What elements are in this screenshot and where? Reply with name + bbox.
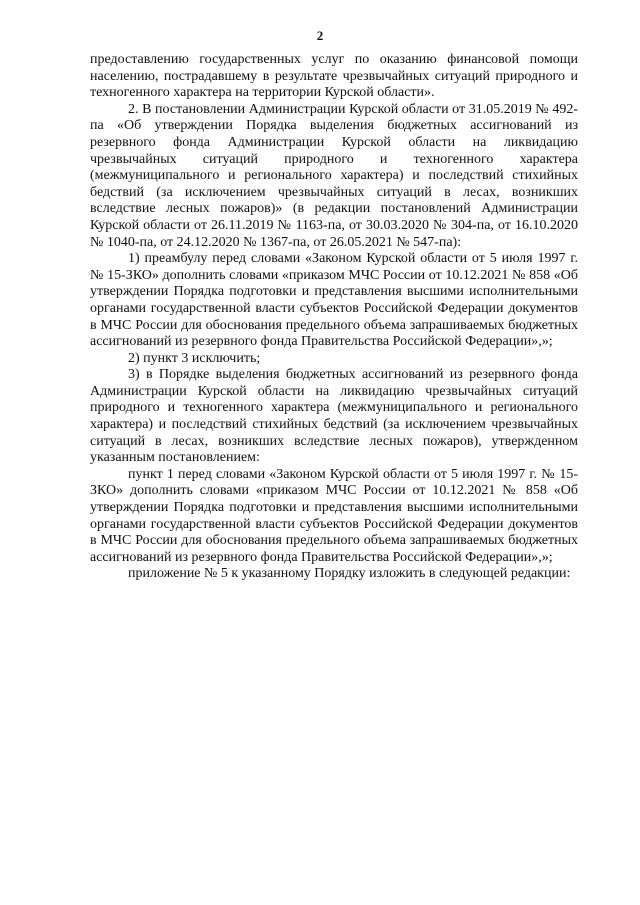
paragraph-clause-1: пункт 1 перед словами «Законом Курской области от 5 июля 1997 г. № 15-ЗКО» дополнить словами «приказом МЧС России от 10.12.2021 № 858 «Об утверждении Порядка подготовки и представления высшими исполнительными органами государственной власти субъектов Российской Федерации документов в МЧС России для обоснования предельного объема запрашиваемых бюджетных ассигнований из резервного фонда Правительства Российской Федерации»,»; [90, 466, 578, 565]
page-number: 2 [316, 28, 324, 43]
paragraph-item-2: 2. В постановлении Администрации Курской области от 31.05.2019 № 492-па «Об утверждении Порядка выделения бюджетных ассигнований из резервного фонда Администрации Курской области на ликвидацию чрезвычайных ситуаций природного и техногенного характера (межмуниципального и регионального характера) и последствий стихийных бедствий (за исключением чрезвычайных ситуаций в лесах, возникших вследствие лесных пожаров)» (в редакции постановлений Администрации Курской области от 26.11.2019 № 1163-па, от 30.03.2020 № 304-па, от 16.10.2020 № 1040-па, от 24.12.2020 № 1367-па, от 26.05.2021 № 547-па): [90, 101, 578, 250]
paragraph-subitem-3: 3) в Порядке выделения бюджетных ассигнований из резервного фонда Администрации Курской области на ликвидацию чрезвычайных ситуаций природного и техногенного характера (межмуниципального и регионального характера) и последствий стихийных бедствий (за исключением чрезвычайных ситуаций в лесах, возникших вследствие лесных пожаров), утвержденном указанным постановлением: [90, 367, 578, 466]
paragraph-subitem-2: 2) пункт 3 исключить; [128, 350, 261, 366]
paragraph-continuation: предоставлению государственных услуг по оказанию финансовой помощи населению, пострадавшему в результате чрезвычайных ситуаций природного и техногенного характера на территории Курской области». [90, 52, 578, 101]
document-body [90, 52, 578, 583]
paragraph-subitem-1: 1) преамбулу перед словами «Законом Курской области от 5 июля 1997 г. № 15-ЗКО» дополнить словами «приказом МЧС России от 10.12.2021 № 858 «Об утверждении Порядка подготовки и представления высшими исполнительными органами государственной власти субъектов Российской Федерации документов в МЧС России для обоснования предельного объема запрашиваемых бюджетных ассигнований из резервного фонда Правительства Российской Федерации»,»; [90, 251, 578, 350]
paragraph-appendix-5: приложение № 5 к указанному Порядку изложить в следующей редакции: [128, 566, 571, 582]
